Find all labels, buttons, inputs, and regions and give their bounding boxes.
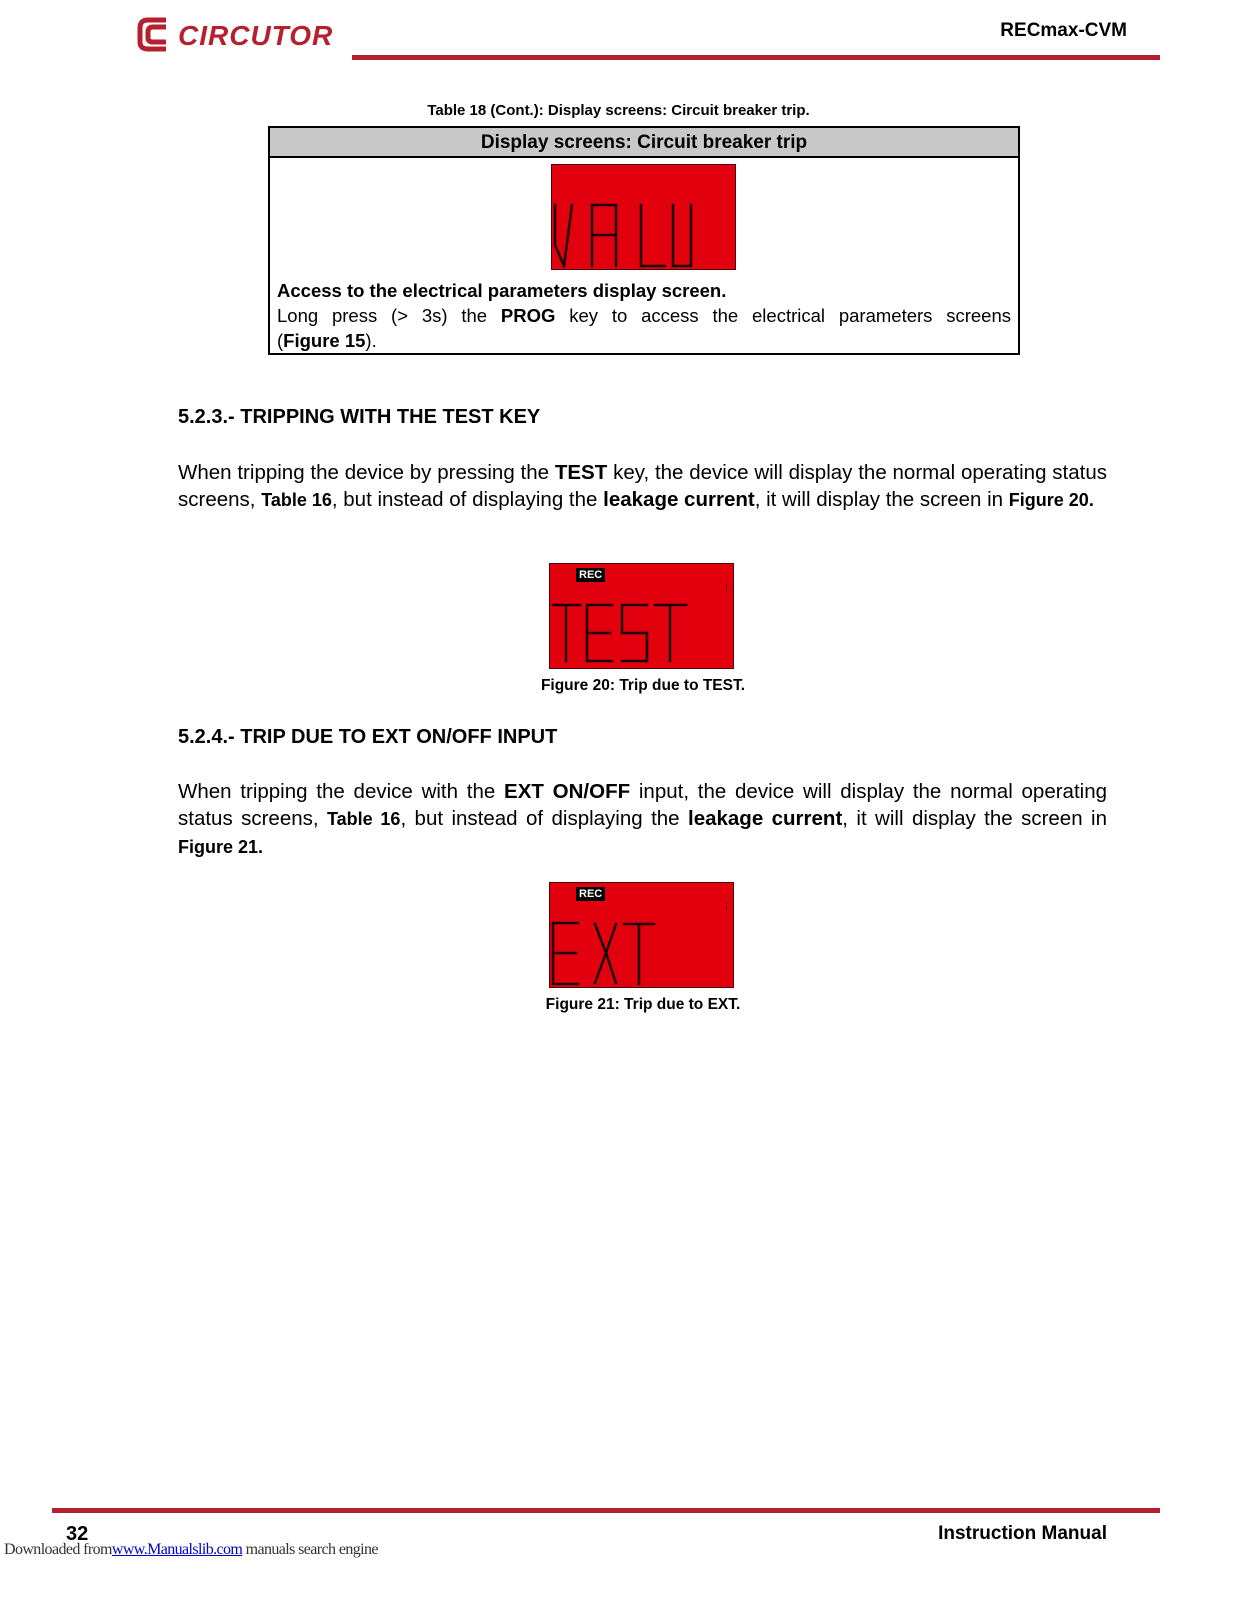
description-line-1 <box>277 303 1011 328</box>
table-caption: Table 18 (Cont.): Display screens: Circuit breaker trip. <box>427 102 810 119</box>
paren-open: ( <box>277 330 284 351</box>
section-title-test-key: 5.2.3.- TRIPPING WITH THE TEST KEY <box>178 406 541 428</box>
download-prefix: Downloaded from <box>4 1541 112 1558</box>
manualslib-link[interactable]: www.Manualslib.com <box>111 1541 243 1558</box>
lcd-screen-test <box>549 563 734 669</box>
para-text: When tripping the device with the <box>178 780 496 803</box>
rec-indicator: REC <box>576 887 605 901</box>
para-text: , it will display the screen in <box>754 488 1004 511</box>
para-text: , but instead of displaying the <box>331 488 598 511</box>
table-16-ref: Table 16 <box>327 809 401 829</box>
table-description <box>277 278 1011 353</box>
section-title-ext-input: 5.2.4.- TRIP DUE TO EXT ON/OFF INPUT <box>178 726 558 748</box>
paren-close: ). <box>365 330 377 351</box>
table-16-ref: Table 16 <box>261 490 332 510</box>
test-key-label: TEST <box>554 461 608 484</box>
ext-onoff-label: EXT ON/OFF <box>504 780 631 803</box>
figure-21-caption: Figure 21: Trip due to EXT. <box>545 996 741 1013</box>
figure-15-ref: Figure 15 <box>283 330 366 351</box>
figure-20-caption: Figure 20: Trip due to TEST. <box>540 677 746 694</box>
rec-indicator: REC <box>576 568 605 582</box>
circutor-logo-mark <box>136 14 341 54</box>
lcd-screen-valu <box>551 164 736 270</box>
para-text: input, the device will display the normal operating status screens, <box>178 780 1107 830</box>
para-text: , it will display the screen in <box>842 807 1107 830</box>
download-suffix: manuals search engine <box>242 1541 378 1558</box>
para-text: When tripping the device by pressing the <box>178 461 550 484</box>
description-text-b: key to access the electrical parameters screens <box>569 305 1012 326</box>
footer-title: Instruction Manual <box>938 1523 1107 1544</box>
display-screens-table <box>268 126 1020 355</box>
page-number: 32 <box>66 1523 89 1545</box>
footer-rule <box>52 1508 1160 1513</box>
lcd-segments-ext <box>550 883 734 988</box>
description-text-a: Long press (> 3s) the <box>277 305 488 326</box>
section-test-key-paragraph <box>178 459 1107 514</box>
download-notice <box>4 1541 378 1559</box>
lcd-screen-ext <box>549 882 734 988</box>
prog-key-label: PROG <box>500 305 556 326</box>
description-line-2 <box>277 328 1011 353</box>
header-rule <box>352 55 1160 60</box>
para-text: key, the device will display the normal operating status screens, <box>178 461 1107 511</box>
para-text: , but instead of displaying the <box>400 807 680 830</box>
document-title: RECmax-CVM <box>1000 20 1127 41</box>
circutor-logo <box>136 14 341 54</box>
figure-20-ref: Figure 20. <box>1008 490 1094 510</box>
lcd-segments-test <box>550 564 734 669</box>
table-heading: Display screens: Circuit breaker trip <box>270 128 1018 158</box>
lcd-segments-valu <box>552 165 736 270</box>
description-title: Access to the electrical parameters display screen. <box>277 280 727 301</box>
figure-21-ref: Figure 21. <box>178 837 264 857</box>
logo-wordmark: CIRCUTOR <box>178 20 334 51</box>
leakage-current-term: leakage current <box>688 807 843 830</box>
section-ext-input-paragraph <box>178 778 1107 861</box>
leakage-current-term: leakage current <box>603 488 755 511</box>
